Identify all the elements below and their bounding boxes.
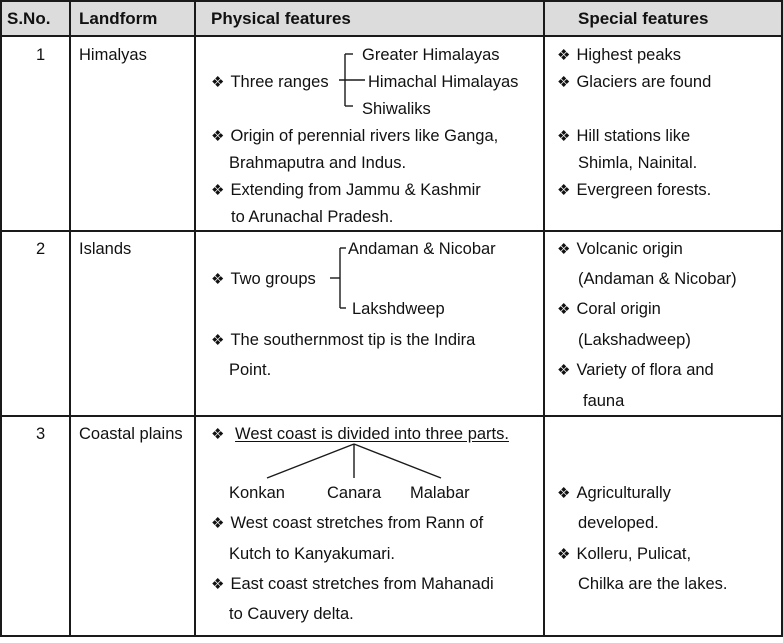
special-point-cont: fauna	[583, 392, 625, 410]
special-point: ❖ Kolleru, Pulicat,	[557, 544, 691, 565]
physical-point: ❖ Origin of perennial rivers like Ganga,	[211, 126, 498, 147]
groups-label: ❖ Two groups	[211, 269, 316, 290]
row-number: 2	[36, 240, 46, 258]
physical-point: ❖ The southernmost tip is the Indira	[211, 330, 475, 351]
special-point: ❖ Glaciers are found	[557, 72, 711, 93]
physical-point: ❖ East coast stretches from Mahanadi	[211, 574, 494, 595]
special-point: ❖ Volcanic origin	[557, 239, 683, 260]
group-item: Andaman & Nicobar	[348, 240, 496, 258]
physical-point-cont: Point.	[229, 361, 272, 379]
special-point-cont: (Lakshadweep)	[578, 331, 691, 349]
special-point: ❖ Agriculturally	[557, 483, 671, 504]
special-point: ❖ Highest peaks	[557, 45, 681, 66]
group-item: Lakshdweep	[352, 300, 445, 318]
row-number: 1	[36, 46, 46, 64]
special-point-cont: Chilka are the lakes.	[578, 575, 728, 593]
special-point-cont: Shimla, Nainital.	[578, 154, 698, 172]
physical-point: ❖ Extending from Jammu & Kashmir	[211, 180, 481, 201]
special-point-cont: developed.	[578, 514, 659, 532]
special-point: ❖ Variety of flora and	[557, 360, 714, 381]
range-item: Himachal Himalayas	[368, 73, 519, 91]
physical-point: ❖ West coast stretches from Rann of	[211, 513, 483, 534]
special-point: ❖ Hill stations like	[557, 126, 690, 147]
header-landform: Landform	[79, 9, 158, 28]
special-point: ❖ Coral origin	[557, 299, 661, 320]
landform-name: Himalyas	[79, 46, 147, 64]
physical-heading-text: West coast is divided into three parts.	[235, 425, 509, 443]
range-item: Greater Himalayas	[362, 46, 500, 64]
physical-point-cont: Kutch to Kanyakumari.	[229, 545, 395, 563]
row-number: 3	[36, 425, 46, 443]
physical-point-cont: to Arunachal Pradesh.	[231, 208, 394, 226]
header-special-features: Special features	[578, 9, 709, 28]
special-point: ❖ Evergreen forests.	[557, 180, 711, 201]
header-sno: S.No.	[7, 9, 51, 28]
physical-point-cont: Brahmaputra and Indus.	[229, 154, 407, 172]
header-physical-features: Physical features	[211, 9, 351, 28]
part-item: Canara	[327, 484, 382, 502]
ranges-label: ❖ Three ranges	[211, 72, 329, 93]
physical-point-cont: to Cauvery delta.	[229, 605, 354, 623]
part-item: Konkan	[229, 484, 285, 502]
landform-name: Coastal plains	[79, 425, 183, 443]
range-item: Shiwaliks	[362, 100, 431, 118]
landform-name: Islands	[79, 240, 132, 258]
special-point-cont: (Andaman & Nicobar)	[578, 270, 737, 288]
part-item: Malabar	[410, 484, 470, 502]
